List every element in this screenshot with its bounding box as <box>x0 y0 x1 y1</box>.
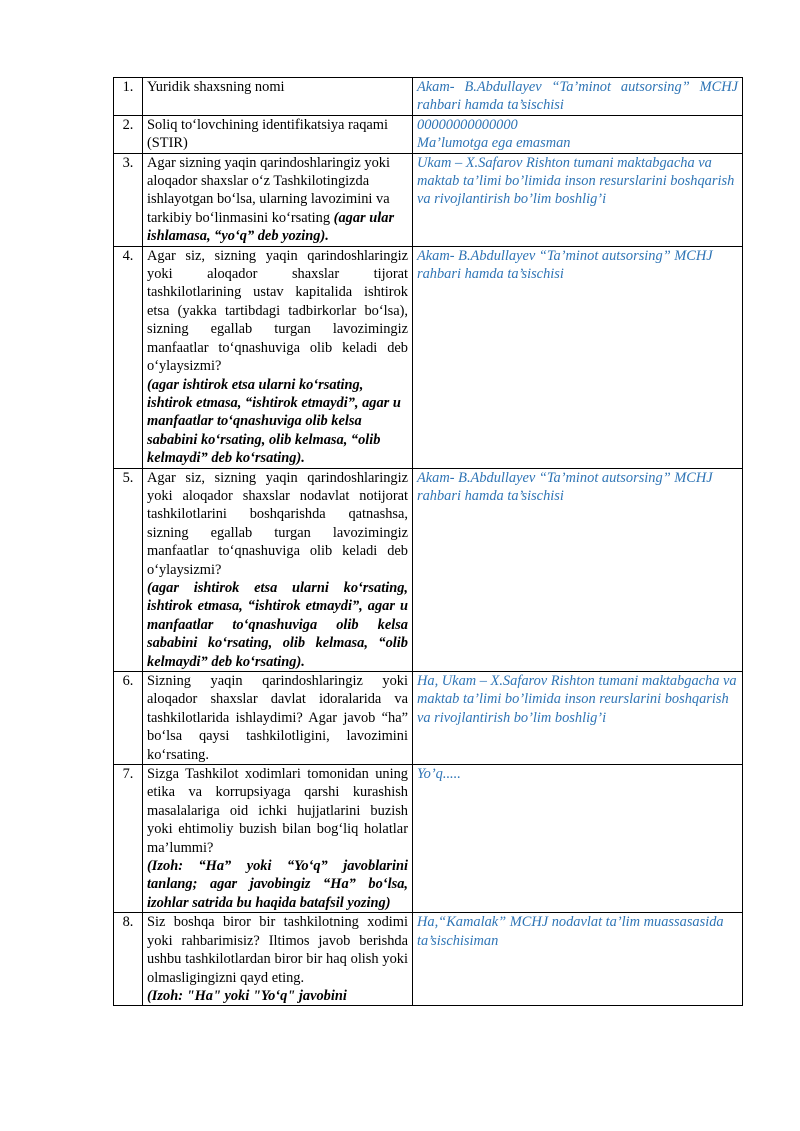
row-number: 1. <box>114 78 143 116</box>
answer-cell <box>413 115 743 153</box>
table-row <box>114 78 743 116</box>
table-row <box>114 468 743 671</box>
stir-value: 00000000000000 <box>417 116 518 133</box>
row-number: 5. <box>114 468 143 671</box>
table-row <box>114 115 743 153</box>
answer-cell: Akam- B.Abdullayev “Ta’minot autsorsing” MCHJ rahbari hamda ta’sischisi <box>413 468 743 671</box>
stir-note: Ma’lumotga ega emasman <box>417 135 571 152</box>
row-number: 3. <box>114 153 143 246</box>
row-number: 8. <box>114 913 143 1006</box>
question-cell <box>143 468 413 671</box>
question-text: Yuridik shaxsning nomi <box>147 79 285 95</box>
question-cell <box>143 153 413 246</box>
question-note: (Izoh: “Ha” yoki “Yo‘q” javoblarini tanlang; agar javobingiz “Ha” bo‘lsa, izohlar satrida bu haqida batafsil yozing) <box>147 858 408 911</box>
answer-cell: Akam- B.Abdullayev “Ta’minot autsorsing” MCHJ rahbari hamda ta’sischisi <box>413 246 743 468</box>
question-text: Agar siz, sizning yaqin qarindoshlaringiz yoki aloqador shaxslar nodavlat notijorat tashkilotlarini boshqarishda qatnashsa, sizning egallab turgan lavozimingiz manfaatlar to‘qnashuviga olib keladi deb o‘ylaysizmi? <box>147 469 408 578</box>
table-row <box>114 765 743 913</box>
table-row <box>114 246 743 468</box>
answer-cell: Ha,“Kamalak” MCHJ nodavlat ta’lim muassasasida ta’sischisiman <box>413 913 743 1006</box>
question-text: Soliq to‘lovchining identifikatsiya raqami (STIR) <box>147 116 389 152</box>
question-cell <box>143 246 413 468</box>
row-number: 2. <box>114 115 143 153</box>
question-text: Agar sizning yaqin qarindoshlaringiz yoki aloqador shaxslar o‘z Tashkilotingizda ishlayotgan bo‘lsa, ularning lavozimini va tarkibiy bo‘linmasini ko‘rsating <box>147 154 390 226</box>
answer-cell: Ukam – X.Safarov Rishton tumani maktabgacha va maktab ta’limi bo’limida inson resurslarini boshqarish va rivojlantirish bo’lim boshlig’i <box>413 153 743 246</box>
question-note: (agar ishtirok etsa ularni ko‘rsating, ishtirok etmasa, “ishtirok etmaydi”, agar u manfaatlar to‘qnashuviga olib kelsa sababini ko‘rsating, olib kelmasa, “olib kelmaydi” deb ko‘rsating). <box>147 376 401 467</box>
question-text: Sizning yaqin qarindoshlaringiz yoki aloqador shaxslar davlat idoralarida va tashkilotlarida ishlaydimi? Agar javob “ha” bo‘lsa qaysi tashkilotligini, lavozimini ko‘rsating. <box>147 673 408 763</box>
row-number: 7. <box>114 765 143 913</box>
question-text: Siz boshqa biror bir tashkilotning xodimi yoki rahbarimisiz? Iltimos javob berishda ushbu tashkilotlardan biror bir haq olish yoki olmasligingizni qayd eting. <box>147 914 408 986</box>
question-note: (agar ishtirok etsa ularni ko‘rsating, ishtirok etmasa, “ishtirok etmaydi”, agar u manfaatlar to‘qnashuviga olib kelsa sababini ko‘rsating, olib kelmasa, “olib kelmaydi” deb ko‘rsating). <box>147 579 408 670</box>
question-cell <box>143 765 413 913</box>
row-number: 6. <box>114 672 143 765</box>
question-note: (agar ular ishlamasa, “yo‘q” deb yozing). <box>147 209 395 245</box>
table-row <box>114 672 743 765</box>
question-cell <box>143 913 413 1006</box>
answer-cell: Akam- B.Abdullayev “Ta’minot autsorsing” MCHJ rahbari hamda ta’sischisi <box>413 78 743 116</box>
table-row <box>114 153 743 246</box>
question-cell <box>143 78 413 116</box>
question-cell <box>143 115 413 153</box>
answer-cell: Yo’q..... <box>413 765 743 913</box>
declaration-table <box>113 77 743 1006</box>
answer-cell: Ha, Ukam – X.Safarov Rishton tumani maktabgacha va maktab ta’limi bo’limida inson reurslarini boshqarish va rivojlantirish bo’lim boshlig’i <box>413 672 743 765</box>
question-cell <box>143 672 413 765</box>
question-text: Sizga Tashkilot xodimlari tomonidan uning etika va korrupsiyaga qarshi kurashish masalalariga oid ichki hujjatlarini buzish yoki ehtimoliy buzish bilan bog‘liq holatlar ma’lummi? <box>147 766 408 856</box>
row-number: 4. <box>114 246 143 468</box>
question-text: Agar siz, sizning yaqin qarindoshlaringiz yoki aloqador shaxslar tijorat tashkilotlarining ustav kapitalida ishtirok etsa (yakka tartibdagi tadbirkorlar bo‘lsa), sizning egallab turgan lavozimingiz manfaatlar to‘qnashuviga olib keladi deb o‘ylaysizmi? <box>147 247 408 375</box>
question-note: (Izoh: "Ha" yoki "Yo‘q" javobini <box>147 987 347 1004</box>
table-row <box>114 913 743 1006</box>
